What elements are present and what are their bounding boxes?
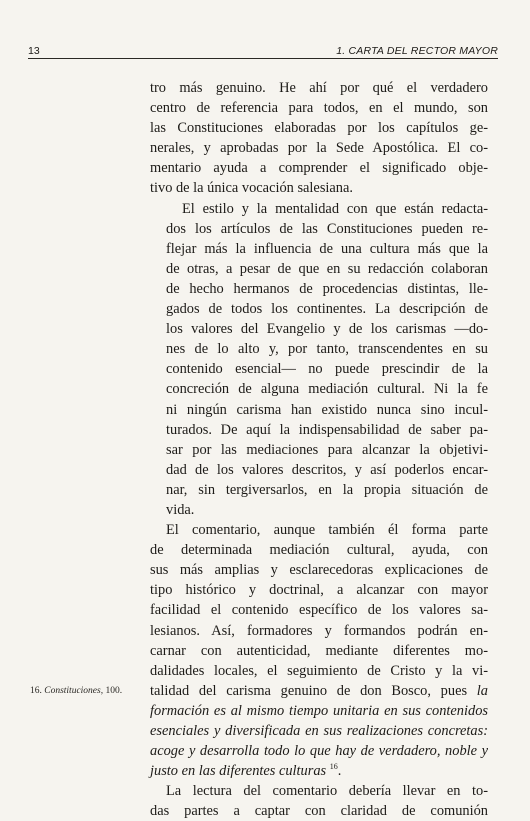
text-line [150,761,488,781]
text-line: das partes a captar con claridad de comunión [150,803,488,820]
paragraph-4 [150,781,488,821]
text-line: de otras, a pesar de que en su redacción colaboran [166,260,488,277]
text-line: de hecho hermanos de procedencias distintas, lle- [166,280,488,297]
text-line: centro de referencia para todos, en el mundo, son [150,100,488,117]
text-line: La lectura del comentario debería llevar en to- [166,783,488,800]
text-line: El comentario, aunque también él forma parte [166,522,488,539]
body-text [150,78,488,821]
text-line: los valores del Evangelio y de los carismas —do- [166,321,488,338]
text-span: . [337,763,342,780]
text-span: talidad del carisma genuino de don Bosco, pues [150,682,477,699]
text-line [150,681,488,701]
text-line: nerales, y aprobadas por la Sede Apostólica. El co- [150,140,488,157]
text-line: facilidad el contenido específico de los valores sa- [150,602,488,619]
paragraph-3 [150,520,488,781]
text-line: vida. [166,501,195,518]
text-line: las Constituciones elaboradas por los capítulos ge- [150,120,488,137]
text-line: concreción de alguna mediación cultural. Ni la fe [166,381,488,398]
text-line: tro más genuino. He ahí por qué el verdadero [150,80,488,96]
paragraph-1 [150,78,488,199]
footnote-reference: Constituciones, [44,686,104,696]
italic-line: esenciales y diversificada en sus realizaciones concretas: [150,723,488,739]
page-number: 13 [28,45,40,57]
text-line: de determinada mediación cultural, ayuda, con [150,542,488,559]
text-line: contenido esencial— no puede prescindir de la [166,361,488,378]
italic-line: formación es al mismo tiempo unitaria en sus contenidos [150,702,488,719]
text-line: dad de los valores descritos, y así poderlos encar- [166,461,488,478]
text-line: carnar con autenticidad, mediante diferentes mo- [150,642,488,659]
text-line: El estilo y la mentalidad con que están redacta- [182,200,488,217]
text-line: nar, sin tergiversarlos, en la propia situación de [166,481,488,498]
page-header [28,42,498,59]
text-line: nes de lo alto y, por tanto, transcendentes en su [166,341,488,358]
italic-line: acoge y desarrolla todo lo que hay de verdadero, noble y [150,743,488,760]
italic-span: la [476,682,488,699]
footnote-marker: 16 [329,762,338,772]
footnote [30,686,122,696]
text-line: mentario ayuda a comprender el significado obje- [150,160,488,177]
italic-span: justo en las diferentes culturas [150,763,327,780]
text-line: gados de todos los continentes. La descripción de [166,301,488,318]
footnote-page: 100. [105,686,123,696]
running-head: 1. CARTA DEL RECTOR MAYOR [336,45,498,57]
text-line: tipo histórico y doctrinal, a alcanzar con mayor [150,582,488,599]
footnote-number: 16. [30,686,42,696]
text-line: dalidades locales, el seguimiento de Cristo y la vi- [150,662,488,679]
text-line: sus más amplias y esclarecedoras explicaciones de [150,562,488,579]
text-line: lesianos. Así, formadores y formandos podrán en- [150,622,488,639]
text-line: ni ningún carisma han existido nunca sino incul- [166,401,488,418]
paragraph-2 [150,199,488,521]
text-line: sar por las mediaciones para alcanzar la objetivi- [166,441,488,458]
text-line: dos los artículos de las Constituciones pueden re- [166,220,488,237]
text-line: turados. De aquí la indispensabilidad de saber pa- [166,421,488,438]
text-line: tivo de la única vocación salesiana. [150,180,353,197]
text-line: flejar más la influencia de una cultura más que la [166,240,488,257]
